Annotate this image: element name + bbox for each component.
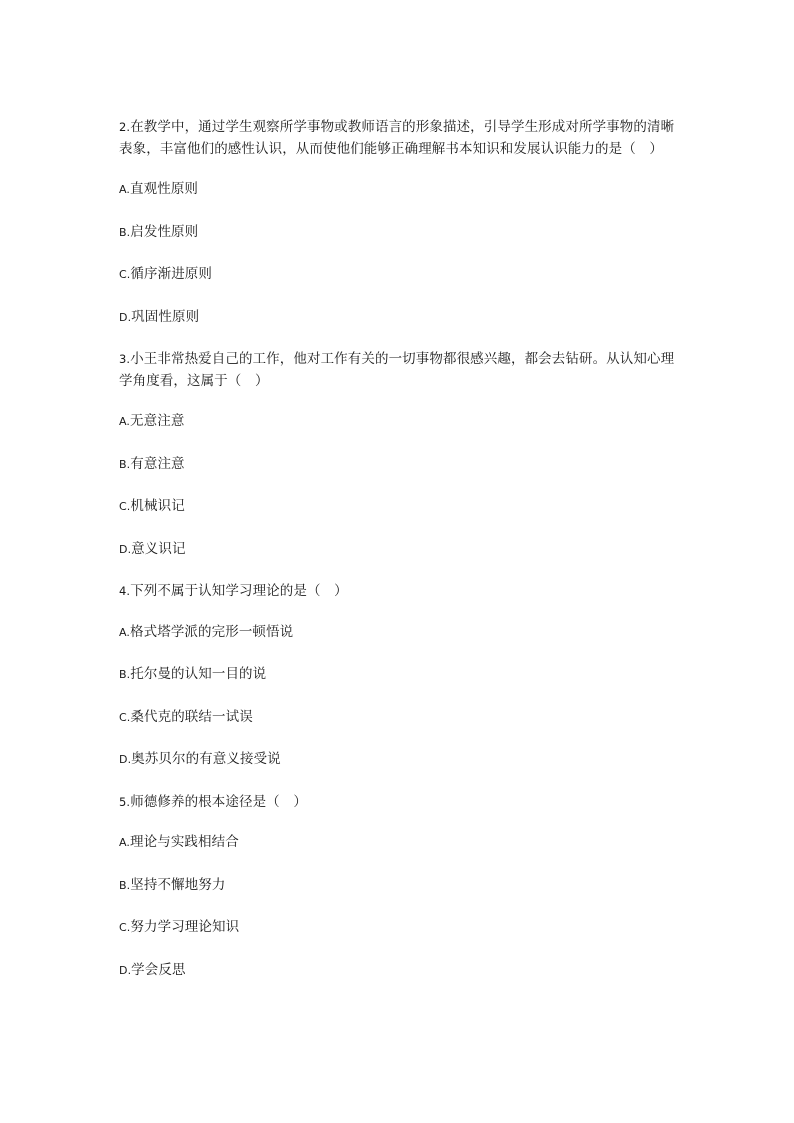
option-letter: A. — [119, 836, 131, 849]
question-4 — [119, 581, 679, 770]
option-letter: D. — [119, 542, 132, 556]
option-d — [119, 749, 679, 770]
option-text: 坚持不懈地努力 — [130, 876, 226, 893]
option-letter: B. — [119, 225, 131, 239]
option-text: 有意注意 — [130, 455, 185, 472]
option-a — [119, 622, 679, 643]
question-stem — [119, 117, 679, 160]
option-text: 无意注意 — [130, 413, 185, 429]
option-a — [119, 832, 679, 853]
option-text: 巩固性原则 — [131, 308, 200, 325]
option-text: 格式塔学派的完形一顿悟说 — [130, 623, 294, 640]
option-c — [119, 264, 679, 285]
question-3 — [119, 349, 679, 560]
option-letter: D. — [119, 963, 132, 977]
option-text: 循序渐进原则 — [130, 266, 212, 282]
question-number: 4. — [119, 584, 131, 598]
question-list — [119, 117, 679, 1002]
option-b — [119, 222, 679, 243]
option-c — [119, 917, 679, 938]
option-text: 托尔曼的认知一目的说 — [130, 666, 267, 682]
option-text: 直观性原则 — [130, 181, 199, 197]
option-letter: B. — [119, 878, 131, 892]
option-c — [119, 707, 679, 728]
question-stem — [119, 581, 679, 603]
option-letter: C. — [119, 500, 131, 513]
option-text: 理论与实践相结合 — [130, 834, 239, 850]
option-a — [119, 411, 679, 432]
question-text: 下列不属于认知学习理论的是（ ） — [130, 583, 348, 599]
option-b — [119, 454, 679, 475]
option-text: 启发性原则 — [130, 223, 199, 240]
question-5 — [119, 792, 679, 981]
option-d — [119, 307, 679, 328]
option-letter: A. — [119, 625, 131, 639]
option-text: 努力学习理论知识 — [130, 919, 240, 935]
option-letter: D. — [119, 753, 132, 766]
option-letter: C. — [119, 268, 131, 281]
question-text: 小王非常热爱自己的工作，他对工作有关的一切事物都很感兴趣，都会去钻研。从认知心理学角度看，这属于（ ） — [119, 351, 675, 389]
option-letter: B. — [119, 668, 131, 681]
question-number: 5. — [119, 794, 131, 809]
question-number: 3. — [119, 352, 131, 366]
option-letter: B. — [119, 457, 131, 471]
option-text: 意义识记 — [131, 540, 186, 557]
option-b — [119, 664, 679, 685]
question-stem — [119, 349, 679, 392]
option-text: 机械识记 — [130, 498, 185, 514]
question-number: 2. — [119, 120, 131, 134]
question-text: 在教学中，通过学生观察所学事物或教师语言的形象描述，引导学生形成对所学事物的清晰表象，丰富他们的感性认识，从而使他们能够正确理解书本知识和发展认识能力的是（ ） — [119, 119, 675, 157]
option-text: 奥苏贝尔的有意义接受说 — [131, 751, 281, 767]
option-d — [119, 539, 679, 560]
option-d — [119, 960, 679, 981]
question-stem — [119, 792, 679, 814]
option-letter: A. — [119, 415, 131, 428]
option-text: 桑代克的联结一试误 — [130, 708, 253, 725]
option-letter: C. — [119, 710, 131, 724]
option-letter: D. — [119, 310, 132, 324]
question-text: 师德修养的根本途径是（ ） — [130, 793, 307, 810]
option-letter: A. — [119, 183, 131, 196]
option-a — [119, 179, 679, 200]
option-c — [119, 496, 679, 517]
question-2 — [119, 117, 679, 328]
option-b — [119, 875, 679, 896]
option-text: 学会反思 — [131, 961, 186, 978]
option-letter: C. — [119, 921, 131, 934]
